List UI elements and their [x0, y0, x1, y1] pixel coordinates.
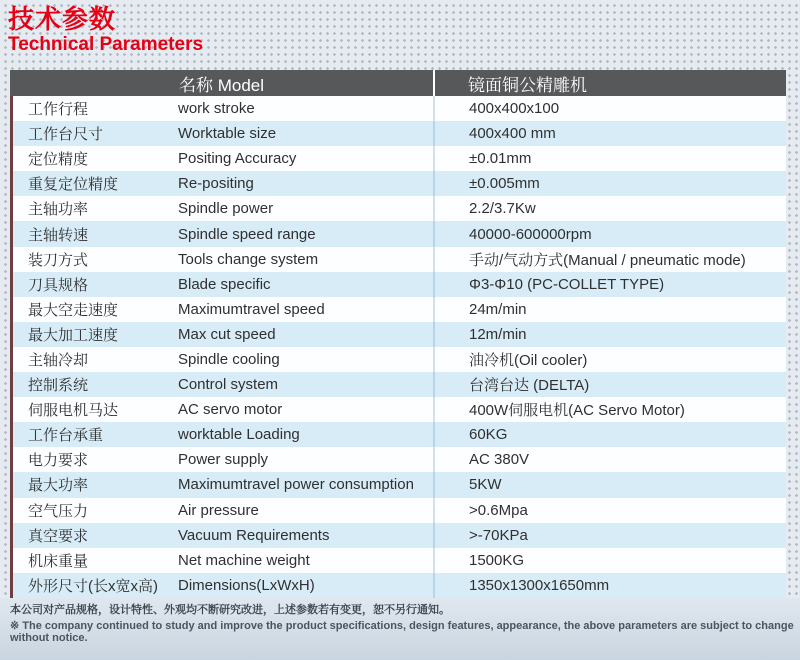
table-row: [13, 498, 786, 523]
param-name-en: Net machine weight: [178, 551, 310, 569]
param-name-en: Air pressure: [178, 501, 259, 519]
table-header-model: 名称 Model: [10, 70, 435, 96]
param-value: AC 380V: [433, 447, 786, 472]
table-row: [13, 272, 786, 297]
param-name-en: AC servo motor: [178, 401, 283, 419]
param-value: Φ3-Φ10 (PC-COLLET TYPE): [433, 272, 786, 297]
param-name-cn: 主轴冷却: [28, 351, 89, 369]
table-row: [13, 196, 786, 221]
param-value: ±0.005mm: [433, 171, 786, 196]
technical-parameters-table: [10, 70, 786, 598]
param-value: 5KW: [433, 472, 786, 497]
param-name-cn: 真空要求: [28, 527, 89, 545]
param-name-cn: 机床重量: [28, 552, 89, 570]
table-header-machine-name: 镜面铜公精雕机: [468, 75, 587, 95]
param-name-en: Vacuum Requirements: [178, 526, 330, 544]
param-name-cn: 定位精度: [28, 151, 89, 169]
param-name-en: Spindle speed range: [178, 225, 316, 243]
param-value: 400x400x100: [433, 96, 786, 121]
param-name-en: worktable Loading: [178, 426, 300, 444]
table-row: [13, 372, 786, 397]
param-name-cn: 工作台尺寸: [28, 126, 104, 144]
param-name-cn: 电力要求: [28, 452, 89, 470]
param-name-en: Worktable size: [178, 125, 277, 143]
param-name-cn: 控制系统: [28, 377, 89, 395]
table-row: [13, 96, 786, 121]
param-name-en: Tools change system: [178, 250, 319, 268]
table-row: [13, 447, 786, 472]
footer-note-en: ※ The company continued to study and improve the product specifications, design features, appearance, the above parameters are subject to change without notice.: [10, 620, 794, 644]
param-name-cn: 主轴功率: [28, 201, 89, 219]
param-value: 60KG: [433, 422, 786, 447]
param-name-en: work stroke: [178, 100, 255, 118]
footer-note-cn: 本公司对产品规格，设计特性、外观均不断研究改进，上述参数若有变更，恕不另行通知。: [10, 604, 450, 616]
param-value: 台湾台达 (DELTA): [433, 372, 786, 397]
param-value: 24m/min: [433, 297, 786, 322]
table-row: [13, 347, 786, 372]
param-name-en: Control system: [178, 376, 279, 394]
table-row: [13, 171, 786, 196]
table-row: [13, 247, 786, 272]
param-name-en: Max cut speed: [178, 325, 276, 343]
param-value: 手动/气动方式(Manual / pneumatic mode): [433, 247, 786, 272]
param-name-en: Spindle power: [178, 200, 274, 218]
param-value: ±0.01mm: [433, 146, 786, 171]
param-name-cn: 装刀方式: [28, 251, 89, 269]
table-row: [13, 146, 786, 171]
table-row: [13, 573, 786, 598]
param-value: 400x400 mm: [433, 121, 786, 146]
page-title-cn: 技术参数: [8, 4, 117, 34]
param-name-en: Power supply: [178, 451, 269, 469]
param-name-cn: 主轴转速: [28, 226, 89, 244]
page-title-en: Technical Parameters: [8, 34, 204, 56]
param-name-en: Maximumtravel power consumption: [178, 476, 414, 494]
table-row: [13, 397, 786, 422]
param-value: >0.6Mpa: [433, 498, 786, 523]
table-row: [13, 422, 786, 447]
param-value: 40000-600000rpm: [433, 221, 786, 246]
param-name-en: Spindle cooling: [178, 350, 280, 368]
param-name-cn: 重复定位精度: [28, 176, 119, 194]
page-title: [8, 6, 203, 55]
param-name-en: Blade specific: [178, 275, 271, 293]
param-value: >-70KPa: [433, 523, 786, 548]
param-name-cn: 最大加工速度: [28, 326, 119, 344]
table-row: [13, 523, 786, 548]
table-row: [13, 472, 786, 497]
table-body: [10, 96, 786, 598]
param-name-en: Dimensions(LxWxH): [178, 576, 315, 594]
param-name-cn: 外形尺寸(长x宽x高): [28, 577, 158, 595]
param-name-en: Re-positing: [178, 175, 254, 193]
param-value: 12m/min: [433, 322, 786, 347]
footer: [0, 598, 800, 660]
param-name-en: Maximumtravel speed: [178, 300, 325, 318]
table-header-row: [10, 70, 786, 96]
param-name-cn: 最大空走速度: [28, 301, 119, 319]
table-row: [13, 548, 786, 573]
param-name-cn: 工作行程: [28, 101, 89, 119]
param-name-cn: 刀具规格: [28, 276, 89, 294]
param-name-cn: 最大功率: [28, 477, 89, 495]
param-value: 油冷机(Oil cooler): [433, 347, 786, 372]
param-name-cn: 空气压力: [28, 502, 89, 520]
param-value: 2.2/3.7Kw: [433, 196, 786, 221]
table-row: [13, 322, 786, 347]
param-name-cn: 工作台承重: [28, 427, 104, 445]
table-row: [13, 221, 786, 246]
table-row: [13, 121, 786, 146]
param-value: 1350x1300x1650mm: [433, 573, 786, 598]
param-value: 400W伺服电机(AC Servo Motor): [433, 397, 786, 422]
param-value: 1500KG: [433, 548, 786, 573]
table-row: [13, 297, 786, 322]
param-name-en: Positing Accuracy: [178, 150, 297, 168]
param-name-cn: 伺服电机马达: [28, 402, 119, 420]
